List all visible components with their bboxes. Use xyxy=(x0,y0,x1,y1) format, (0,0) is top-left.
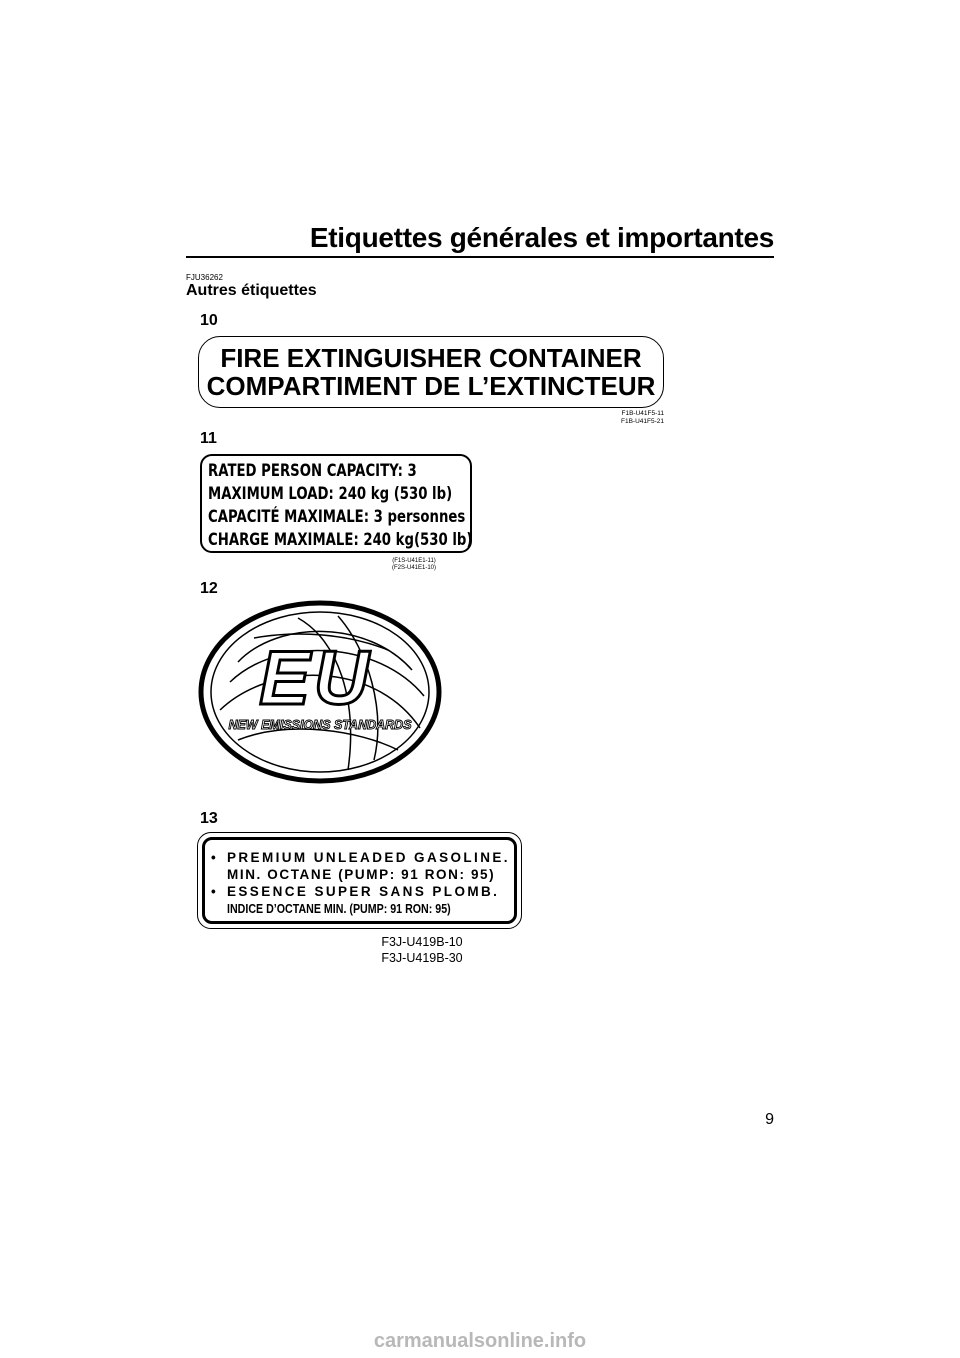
page-number: 9 xyxy=(765,1111,774,1128)
label-11-line-3: CAPACITÉ MAXIMALE: 3 personnes xyxy=(208,507,466,527)
label-13-line-4: INDICE D’OCTANE MIN. (PUMP: 91 RON: 95) xyxy=(227,901,451,916)
label-11-code-1: (F1S-U41E1-11) xyxy=(392,558,436,564)
label-11-line-4: CHARGE MAXIMALE: 240 kg(530 lb) xyxy=(208,530,473,550)
bullet-2: • xyxy=(211,884,219,899)
label-13-code-2: F3J-U419B-30 xyxy=(381,951,463,965)
watermark: carmanualsonline.info xyxy=(373,1330,587,1352)
label-10-codes xyxy=(584,410,664,426)
fire-extinguisher-label xyxy=(198,336,664,408)
label-10-line-1: FIRE EXTINGUISHER CONTAINER xyxy=(220,343,642,373)
label-13-code-1: F3J-U419B-10 xyxy=(381,935,463,949)
label-10-code-1: F1B-U41F5-11 xyxy=(621,410,664,417)
capacity-label xyxy=(200,454,472,553)
label-number-12: 12 xyxy=(200,580,218,597)
label-11-code-2: (F2S-U41E1-10) xyxy=(391,565,436,571)
label-13-line-2: MIN. OCTANE (PUMP: 91 RON: 95) xyxy=(227,867,496,882)
eu-logo-text: EU xyxy=(259,636,373,721)
title-rule xyxy=(186,256,774,258)
label-11-line-1: RATED PERSON CAPACITY: 3 xyxy=(208,461,417,481)
fuel-label-inner-border xyxy=(202,837,517,924)
label-13-codes xyxy=(362,934,482,966)
label-number-13: 13 xyxy=(200,810,218,827)
label-13-line-3: ESSENCE SUPER SANS PLOMB. xyxy=(227,884,500,899)
page-title: Etiquettes générales et importantes xyxy=(309,222,774,253)
section-heading: Autres étiquettes xyxy=(186,282,317,299)
label-number-10: 10 xyxy=(200,312,218,329)
fuel-label xyxy=(197,832,522,929)
label-10-code-2: F1B-U41F5-21 xyxy=(621,418,664,425)
label-13-line-1: PREMIUM UNLEADED GASOLINE. xyxy=(227,850,510,865)
label-number-11: 11 xyxy=(200,430,217,447)
label-11-line-2: MAXIMUM LOAD: 240 kg (530 lb) xyxy=(208,484,453,504)
eu-emissions-logo xyxy=(198,600,442,784)
eu-logo-subtext: NEW EMISSIONS STANDARDS xyxy=(228,718,412,732)
label-10-line-2: COMPARTIMENT DE L’EXTINCTEUR xyxy=(206,371,656,401)
label-11-codes xyxy=(384,558,444,572)
document-code: FJU36262 xyxy=(186,273,223,282)
bullet-1: • xyxy=(211,850,219,865)
